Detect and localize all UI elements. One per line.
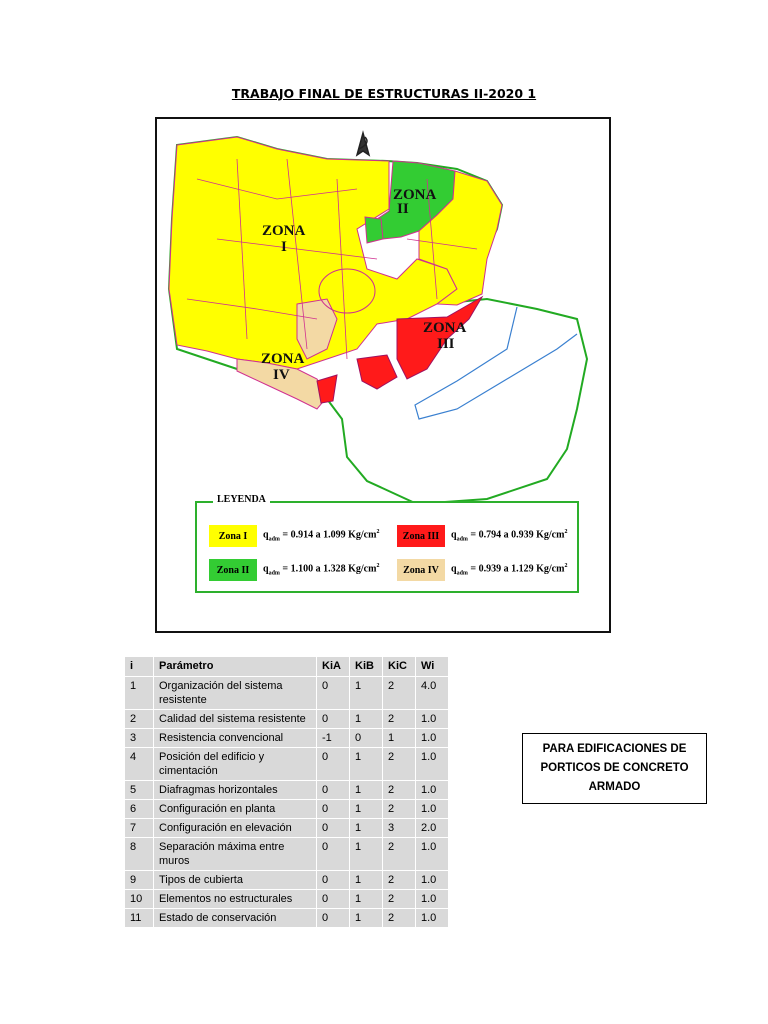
cell-i: 7 [125,819,154,838]
zona-i-label-a: ZONA [262,223,306,239]
cell-kic: 2 [383,838,416,871]
cell-kic: 2 [383,677,416,710]
cell-kia: 0 [317,748,350,781]
cell-kib: 1 [350,781,383,800]
north-arrow-icon [357,133,369,155]
cell-kib: 1 [350,819,383,838]
cell-parametro: Configuración en elevación [154,819,317,838]
cell-kia: 0 [317,871,350,890]
cell-kia: 0 [317,781,350,800]
cell-kib: 1 [350,748,383,781]
cell-kic: 2 [383,710,416,729]
cell-parametro: Configuración en planta [154,800,317,819]
cell-i: 2 [125,710,154,729]
cell-wi: 1.0 [416,909,449,928]
document-title: TRABAJO FINAL DE ESTRUCTURAS II-2020 1 [231,86,537,101]
cell-kib: 1 [350,710,383,729]
cell-parametro: Organización del sistema resistente [154,677,317,710]
legend-swatch-zona-iv: Zona IV [397,559,445,581]
table-row [125,890,449,909]
cell-kia: 0 [317,909,350,928]
header-kia: KiA [317,657,350,677]
legend-swatch-zona-ii: Zona II [209,559,257,581]
table-row [125,871,449,890]
cell-i: 10 [125,890,154,909]
note-line-3: ARMADO [588,781,641,793]
zona-iv-label-b: IV [273,367,290,383]
table-row [125,781,449,800]
cell-kic: 1 [383,729,416,748]
legend-swatch-zona-i: Zona I [209,525,257,547]
header-kic: KiC [383,657,416,677]
cell-kia: 0 [317,819,350,838]
zoning-map [155,117,611,633]
cell-wi: 1.0 [416,871,449,890]
legend-text-zona-iv: $q_{adm} = 0.939$ a 1.129 $Kg/cm^2$ [451,563,568,577]
cell-parametro: Calidad del sistema resistente [154,710,317,729]
header-i: i [125,657,154,677]
cell-kia: -1 [317,729,350,748]
cell-kib: 1 [350,909,383,928]
cell-parametro: Resistencia convencional [154,729,317,748]
cell-parametro: Diafragmas horizontales [154,781,317,800]
note-box [522,733,707,804]
cell-parametro: Elementos no estructurales [154,890,317,909]
header-parametro: Parámetro [154,657,317,677]
map-legend [195,494,579,593]
cell-kic: 2 [383,909,416,928]
cell-kib: 1 [350,800,383,819]
legend-title: LEYENDA [213,494,270,505]
cell-parametro: Estado de conservación [154,909,317,928]
cell-i: 4 [125,748,154,781]
zona-iv-label-a: ZONA [261,351,305,367]
cell-kia: 0 [317,800,350,819]
cell-kia: 0 [317,890,350,909]
cell-wi: 1.0 [416,710,449,729]
cell-kia: 0 [317,710,350,729]
cell-kib: 1 [350,677,383,710]
legend-text-zona-ii: $q_{adm} = 1.100$ a 1.328 $Kg/cm^2$ [263,563,380,577]
cell-parametro: Separación máxima entre muros [154,838,317,871]
table-header-row [125,657,449,677]
legend-text-zona-iii: $q_{adm} = 0.794$ a 0.939 $Kg/cm^2$ [451,529,568,543]
cell-kia: 0 [317,838,350,871]
cell-kic: 2 [383,781,416,800]
cell-i: 6 [125,800,154,819]
legend-text-zona-i: $q_{adm} = 0.914$ a 1.099 $Kg/cm^2$ [263,529,380,543]
cell-i: 8 [125,838,154,871]
cell-i: 9 [125,871,154,890]
parameters-table [124,656,449,928]
table-row [125,838,449,871]
cell-parametro: Posición del edificio y cimentación [154,748,317,781]
cell-parametro: Tipos de cubierta [154,871,317,890]
zona-ii-label-a: ZONA [393,187,437,203]
table-row [125,677,449,710]
cell-i: 5 [125,781,154,800]
cell-i: 3 [125,729,154,748]
note-line-1: PARA EDIFICACIONES DE [542,743,687,755]
zona-iii-label-a: ZONA [423,320,467,336]
note-line-2: PORTICOS DE CONCRETO [540,762,689,774]
cell-wi: 1.0 [416,748,449,781]
header-wi: Wi [416,657,449,677]
legend-swatch-zona-iii: Zona III [397,525,445,547]
cell-i: 11 [125,909,154,928]
cell-kib: 1 [350,871,383,890]
cell-wi: 2.0 [416,819,449,838]
cell-kib: 0 [350,729,383,748]
cell-kib: 1 [350,838,383,871]
table-row [125,729,449,748]
cell-kic: 2 [383,800,416,819]
table-row [125,800,449,819]
cell-wi: 1.0 [416,781,449,800]
table-row [125,710,449,729]
cell-wi: 1.0 [416,890,449,909]
cell-kic: 3 [383,819,416,838]
table-row [125,909,449,928]
table-row [125,748,449,781]
cell-wi: 1.0 [416,800,449,819]
cell-kic: 2 [383,748,416,781]
cell-kia: 0 [317,677,350,710]
cell-kib: 1 [350,890,383,909]
zona-iii-label-b: III [437,336,455,352]
zona-i-label-b: I [281,239,287,255]
table-body [125,677,449,928]
cell-kic: 2 [383,871,416,890]
cell-wi: 1.0 [416,838,449,871]
table-row [125,819,449,838]
cell-wi: 4.0 [416,677,449,710]
header-kib: KiB [350,657,383,677]
cell-wi: 1.0 [416,729,449,748]
cell-i: 1 [125,677,154,710]
cell-kic: 2 [383,890,416,909]
zona-ii-label-b: II [397,201,409,217]
